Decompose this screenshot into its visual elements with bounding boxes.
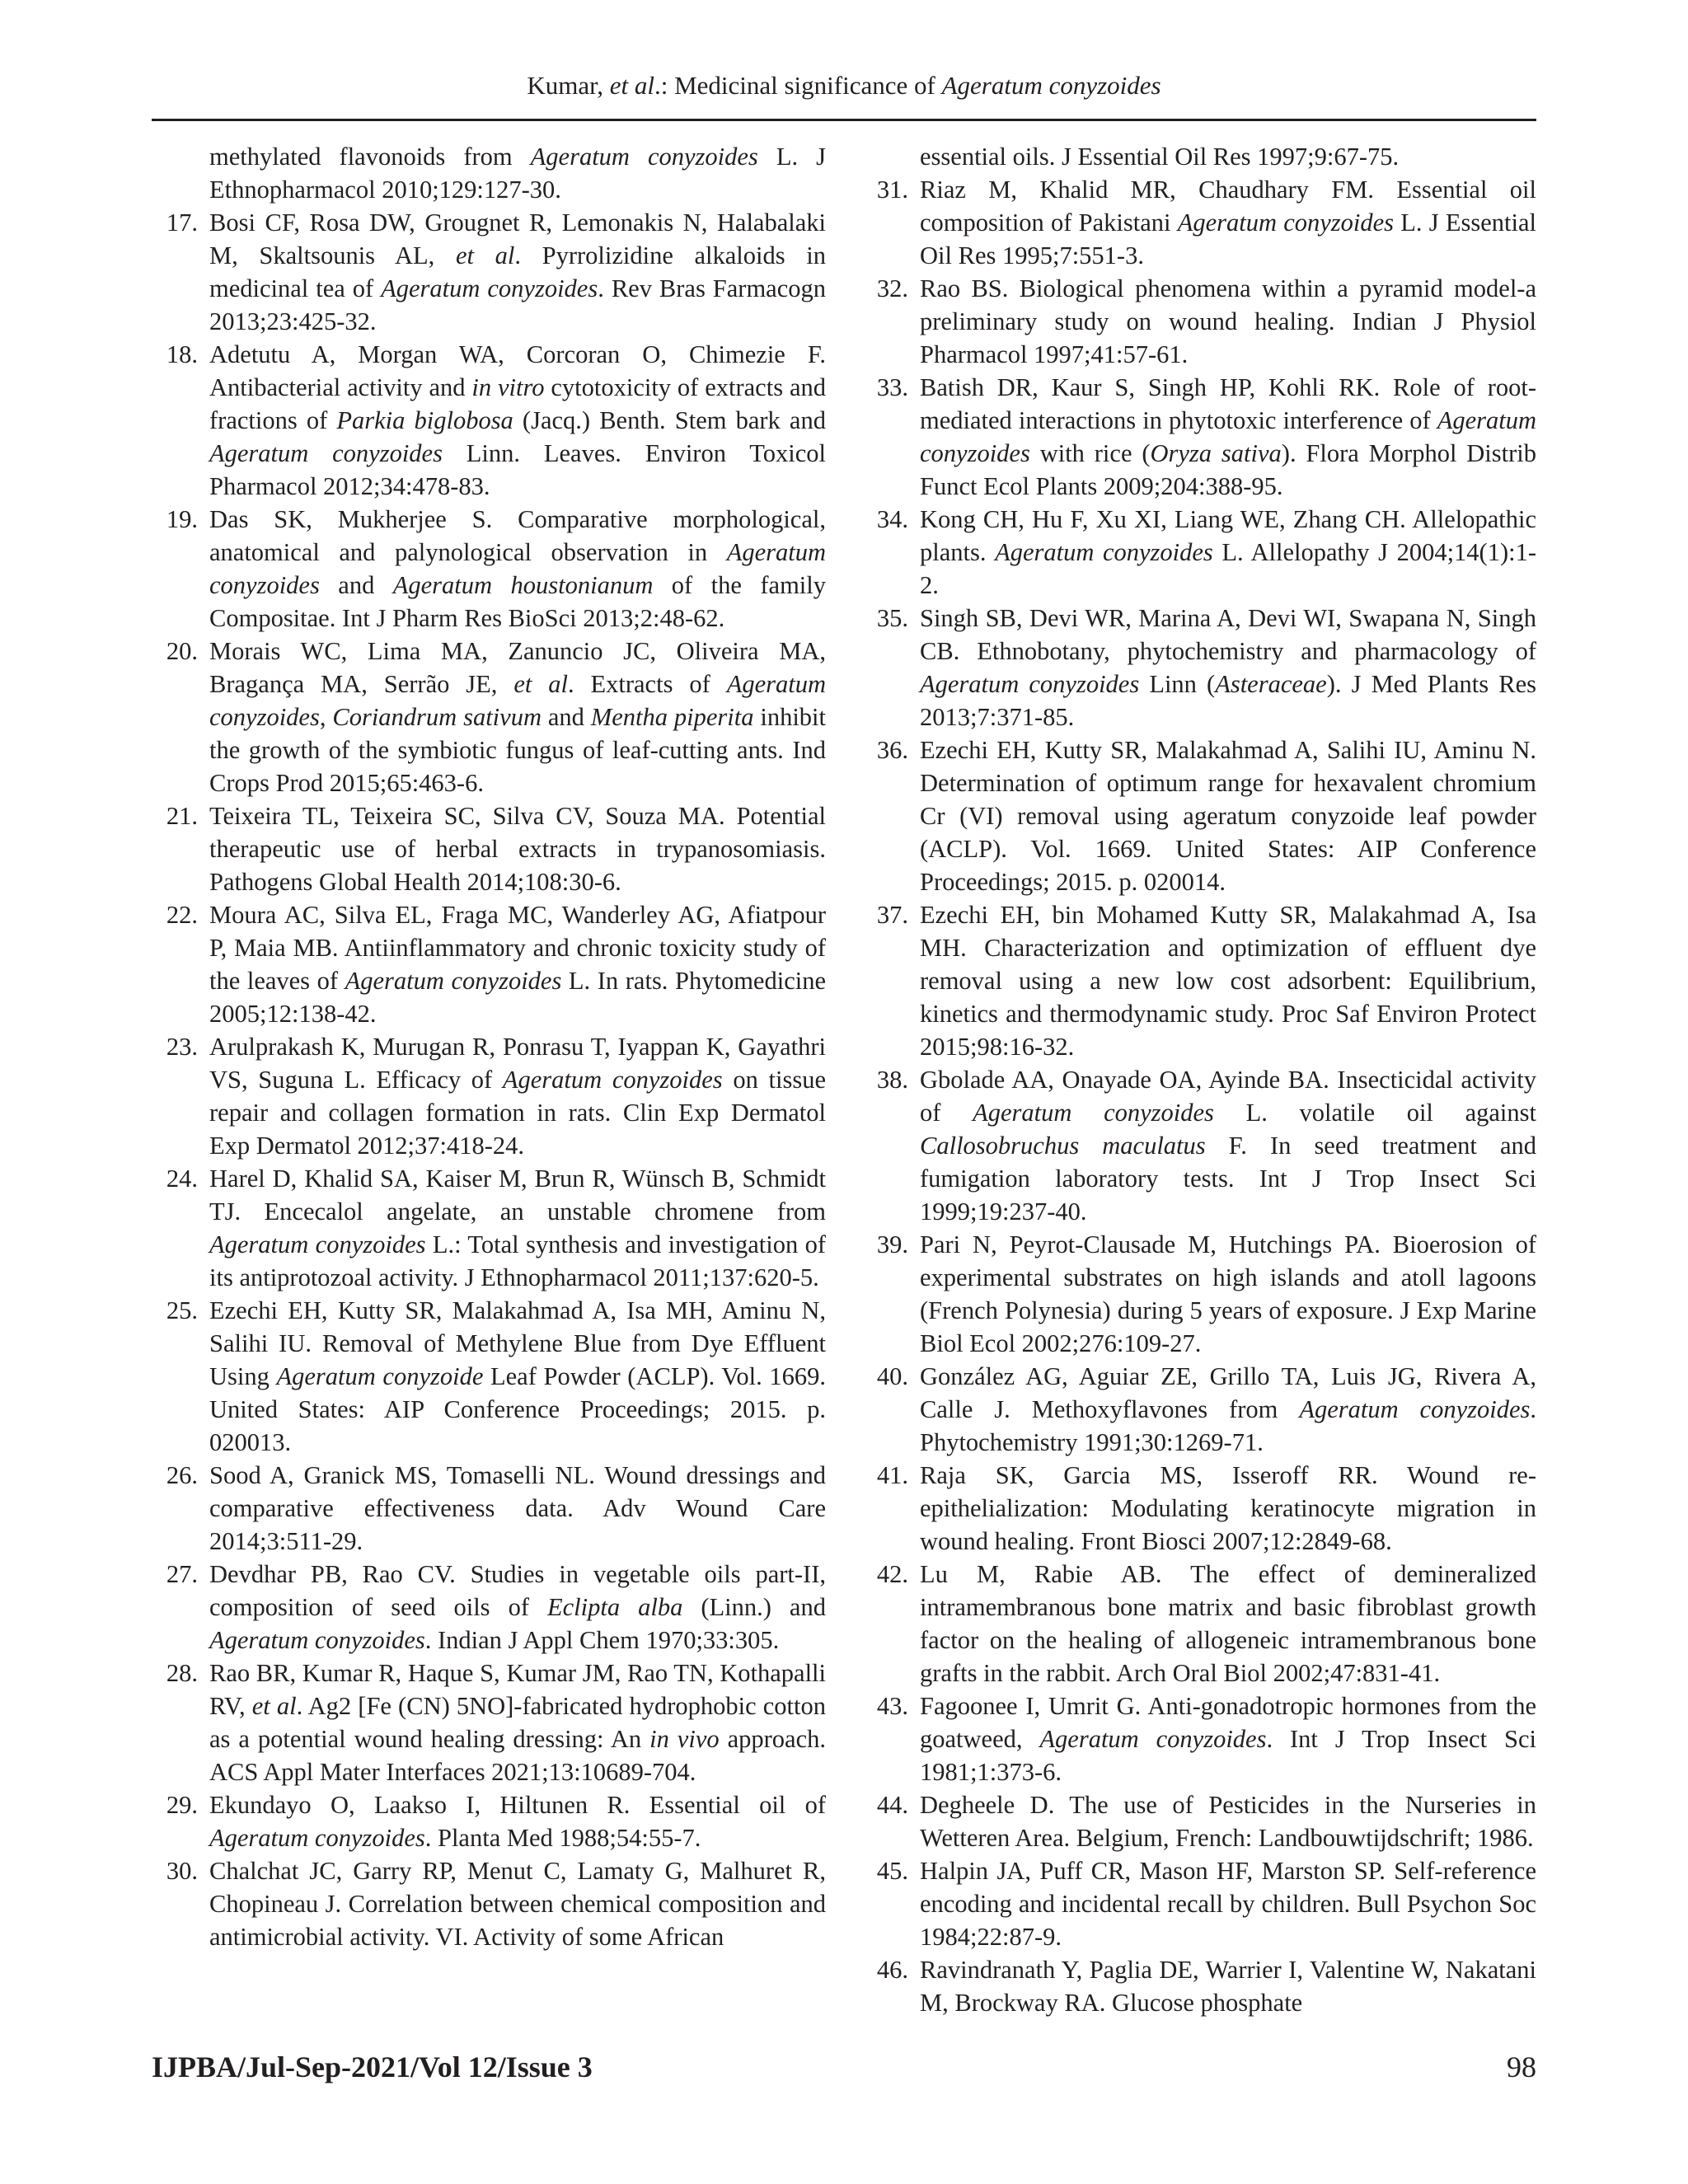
reference-entry <box>152 338 826 503</box>
reference-text <box>209 1558 826 1657</box>
reference-text <box>209 635 826 799</box>
reference-entry <box>152 1459 826 1558</box>
reference-entry <box>862 503 1536 602</box>
reference-text <box>920 733 1536 898</box>
reference-italic-text: Ageratum conyzoides <box>345 967 562 995</box>
reference-text-segment: . Ag2 [Fe (CN) 5NO]-fabricated hydrophobic cotton as a potential wound healing dressing: An <box>209 1692 826 1753</box>
reference-text-segment: of the family Compositae. Int J Pharm Res BioSci 2013;2:48-62. <box>209 571 826 632</box>
reference-text <box>209 1854 826 1953</box>
reference-text-segment: . Planta Med 1988;54:55-7. <box>424 1824 701 1852</box>
reference-number: 35. <box>876 604 908 632</box>
reference-italic-text: Ageratum conyzoides <box>381 274 598 302</box>
reference-text-segment: . Rev Bras Farmacogn 2013;23:425-32. <box>209 274 826 335</box>
reference-number: 30. <box>166 1857 198 1885</box>
reference-entry <box>152 1030 826 1162</box>
reference-text <box>920 173 1536 272</box>
reference-entry <box>862 1063 1536 1228</box>
reference-text-segment: Linn. Leaves. Environ Toxicol Pharmacol 2012;34:478-83. <box>209 439 826 500</box>
reference-text-segment: Singh SB, Devi WR, Marina A, Devi WI, Swapana N, Singh CB. Ethnobotany, phytochemistry and pharmacology of <box>920 604 1536 665</box>
reference-text-segment: L. J Ethnopharmacol 2010;129:127-30. <box>209 143 826 204</box>
reference-text-segment: . Pyrrolizidine alkaloids in medicinal tea of <box>209 241 826 302</box>
reference-number: 28. <box>166 1659 198 1687</box>
reference-italic-text: in vivo <box>649 1725 720 1753</box>
reference-italic-text: Ageratum conyzoides <box>920 670 1140 698</box>
reference-entry <box>862 898 1536 1063</box>
footer-journal: IJPBA/Jul-Sep-2021/Vol 12/Issue 3 <box>152 2050 593 2083</box>
reference-text-segment: Lu M, Rabie AB. The effect of demineralized intramembranous bone matrix and basic fibroblast growth factor on the healing of allogeneic intramembranous bone grafts in the rabbit. Arch Oral Biol 2002;47:831-41. <box>920 1560 1536 1687</box>
reference-number: 37. <box>876 901 908 929</box>
reference-italic-text: Ageratum conyzoides <box>995 538 1213 566</box>
reference-number: 39. <box>876 1230 908 1258</box>
reference-italic-text: Mentha piperita <box>590 703 754 731</box>
reference-italic-text: Ageratum conyzoides <box>209 538 826 599</box>
reference-entry <box>152 1788 826 1854</box>
reference-entry <box>862 371 1536 503</box>
reference-entry <box>862 1854 1536 1953</box>
running-head-species: Ageratum conyzoides <box>941 71 1161 100</box>
reference-italic-text: Eclipta alba <box>547 1593 683 1621</box>
reference-text-segment: Ezechi EH, Kutty SR, Malakahmad A, Isa MH, Aminu N, Salihi IU. Removal of Methylene Blue from Dye Effluent Using <box>209 1296 826 1390</box>
reference-italic-text: Ageratum conyzoides <box>209 670 826 731</box>
reference-text-segment: ). Flora Morphol Distrib Funct Ecol Plants 2009;204:388-95. <box>920 439 1536 500</box>
reference-text-segment: Teixeira TL, Teixeira SC, Silva CV, Souza MA. Potential therapeutic use of herbal extracts in trypanosomiasis. Pathogens Global Health 2014;108:30-6. <box>209 802 826 896</box>
reference-italic-text: Asteraceae <box>1215 670 1327 698</box>
reference-text <box>920 1854 1536 1953</box>
reference-entry <box>152 1558 826 1657</box>
reference-text-segment: Kong CH, Hu F, Xu XI, Liang WE, Zhang CH. Allelopathic plants. <box>920 505 1536 566</box>
reference-text <box>920 503 1536 602</box>
reference-entry <box>862 1953 1536 2019</box>
reference-text-segment: Halpin JA, Puff CR, Mason HF, Marston SP. Self-reference encoding and incidental recall by children. Bull Psychon Soc 1984;22:87-9. <box>920 1857 1536 1951</box>
reference-text-segment: with rice ( <box>1029 439 1151 467</box>
reference-number: 27. <box>166 1560 198 1588</box>
reference-text-segment: Arulprakash K, Murugan R, Ponrasu T, Iyappan K, Gayathri VS, Suguna L. Efficacy of <box>209 1033 826 1094</box>
reference-text-segment: Rao BS. Biological phenomena within a pyramid model-a preliminary study on wound healing. Indian J Physiol Pharmacol 1997;41:57-61. <box>920 274 1536 368</box>
reference-text-segment: Linn ( <box>1139 670 1216 698</box>
reference-text <box>920 1690 1536 1788</box>
reference-text-segment: L. Allelopathy J 2004;14(1):1-2. <box>920 538 1536 599</box>
reference-text <box>920 602 1536 733</box>
reference-text-segment: , <box>319 703 333 731</box>
reference-text <box>209 338 826 503</box>
reference-number: 23. <box>166 1033 198 1061</box>
reference-entry <box>152 1854 826 1953</box>
reference-number: 24. <box>166 1165 198 1193</box>
reference-text <box>209 503 826 635</box>
reference-text <box>209 1788 826 1854</box>
reference-text-segment: methylated flavonoids from <box>209 143 531 171</box>
reference-text-segment: cytotoxicity of extracts and fractions of <box>209 373 826 434</box>
reference-number: 40. <box>876 1362 908 1390</box>
reference-italic-text: Ageratum conyzoides <box>530 143 758 171</box>
reference-text-segment: ). J Med Plants Res 2013;7:371-85. <box>920 670 1536 731</box>
reference-text-segment: . Extracts of <box>567 670 727 698</box>
running-head-etal: et al <box>609 71 654 100</box>
reference-italic-text: et al <box>513 670 568 698</box>
reference-entry <box>862 733 1536 898</box>
reference-italic-text: Callosobruchus maculatus <box>920 1132 1206 1160</box>
reference-text-segment: F. In seed treatment and fumigation laboratory tests. Int J Trop Insect Sci 1999;19:237-40. <box>920 1132 1536 1226</box>
reference-italic-text: Ageratum houstonianum <box>392 571 654 599</box>
reference-text-segment: essential oils. J Essential Oil Res 1997;9:67-75. <box>920 143 1400 171</box>
reference-text-segment: Bosi CF, Rosa DW, Grougnet R, Lemonakis N, Halabalaki M, Skaltsounis AL, <box>209 209 826 269</box>
reference-text <box>209 140 826 206</box>
reference-entry <box>152 140 826 206</box>
reference-text-segment: L. volatile oil against <box>1213 1099 1536 1127</box>
reference-text <box>209 799 826 898</box>
reference-entry <box>152 206 826 338</box>
reference-text <box>920 898 1536 1063</box>
reference-text-segment: Chalchat JC, Garry RP, Menut C, Lamaty G, Malhuret R, Chopineau J. Correlation between chemical composition and antimicrobial activity. VI. Activity of some African <box>209 1857 826 1951</box>
reference-entry <box>862 602 1536 733</box>
running-head-authors: Kumar, <box>527 71 610 100</box>
reference-text-segment: . Indian J Appl Chem 1970;33:305. <box>424 1626 780 1654</box>
reference-entry <box>862 1788 1536 1854</box>
reference-text-segment: and <box>319 571 393 599</box>
reference-text-segment: on tissue repair and collagen formation in rats. Clin Exp Dermatol Exp Dermatol 2012;37:418-24. <box>209 1066 826 1160</box>
reference-number: 44. <box>876 1791 908 1819</box>
reference-italic-text: Ageratum conyzoides <box>1039 1725 1267 1753</box>
reference-text-segment: Sood A, Granick MS, Tomaselli NL. Wound dressings and comparative effectiveness data. Adv Wound Care 2014;3:511-29. <box>209 1461 826 1555</box>
reference-text <box>920 371 1536 503</box>
reference-text <box>209 898 826 1030</box>
reference-number: 22. <box>166 901 198 929</box>
reference-entry <box>862 1228 1536 1360</box>
reference-text-segment: L. J Essential Oil Res 1995;7:551-3. <box>920 209 1536 269</box>
reference-text-segment: Ezechi EH, Kutty SR, Malakahmad A, Salihi IU, Aminu N. Determination of optimum range for hexavalent chromium Cr (VI) removal using ageratum conyzoide leaf powder (ACLP). Vol. 1669. United States: AIP Conference Proceedings; 2015. p. 020014. <box>920 736 1536 896</box>
reference-number: 33. <box>876 373 908 401</box>
reference-entry <box>152 1657 826 1788</box>
reference-italic-text: et al <box>251 1692 297 1720</box>
reference-text-segment: inhibit the growth of the symbiotic fungus of leaf-cutting ants. Ind Crops Prod 2015;65:463-6. <box>209 703 827 797</box>
reference-entry <box>862 140 1536 173</box>
reference-number: 45. <box>876 1857 908 1885</box>
reference-text <box>209 1162 826 1294</box>
reference-italic-text: Ageratum conyzoides <box>973 1099 1214 1127</box>
reference-text <box>209 1459 826 1558</box>
reference-number: 20. <box>166 637 198 665</box>
reference-column-left <box>152 140 826 1953</box>
reference-text <box>920 1063 1536 1228</box>
running-head-title: .: Medicinal significance of <box>654 71 942 100</box>
reference-number: 42. <box>876 1560 908 1588</box>
reference-entry <box>152 635 826 799</box>
reference-text <box>209 1657 826 1788</box>
reference-number: 32. <box>876 274 908 302</box>
reference-text-segment: Devdhar PB, Rao CV. Studies in vegetable oils part-II, composition of seed oils of <box>209 1560 826 1621</box>
reference-text <box>920 272 1536 371</box>
reference-text-segment: Raja SK, Garcia MS, Isseroff RR. Wound re-epithelialization: Modulating keratinocyte migration in wound healing. Front Biosci 2007;12:2849-68. <box>920 1461 1536 1555</box>
reference-text-segment: Rao BR, Kumar R, Haque S, Kumar JM, Rao TN, Kothapalli RV, <box>209 1659 826 1720</box>
reference-entry <box>862 272 1536 371</box>
reference-italic-text: in vitro <box>471 373 545 401</box>
reference-entry <box>862 173 1536 272</box>
reference-number: 43. <box>876 1692 908 1720</box>
reference-text-segment: approach. ACS Appl Mater Interfaces 2021;13:10689-704. <box>209 1725 826 1786</box>
reference-text-segment: Fagoonee I, Umrit G. Anti-gonadotropic hormones from the goatweed, <box>920 1692 1536 1753</box>
reference-number: 31. <box>876 176 908 204</box>
reference-italic-text: Ageratum conyzoides <box>1299 1395 1531 1423</box>
reference-number: 34. <box>876 505 908 533</box>
reference-number: 38. <box>876 1066 908 1094</box>
reference-text-segment: . Int J Trop Insect Sci 1981;1:373-6. <box>920 1725 1536 1786</box>
reference-text-segment: Moura AC, Silva EL, Fraga MC, Wanderley AG, Afiatpour P, Maia MB. Antiinflammatory and chronic toxicity study of the leaves of <box>209 901 826 995</box>
header-rule <box>152 119 1536 121</box>
reference-italic-text: Ageratum conyzoides <box>209 1626 425 1654</box>
reference-entry <box>152 799 826 898</box>
reference-text <box>209 206 826 338</box>
reference-text <box>920 1558 1536 1690</box>
reference-entry <box>862 1690 1536 1788</box>
reference-text-segment: Riaz M, Khalid MR, Chaudhary FM. Essential oil composition of Pakistani <box>920 176 1536 237</box>
reference-italic-text: Ageratum conyzoides <box>920 406 1536 467</box>
reference-text-segment: Leaf Powder (ACLP). Vol. 1669. United States: AIP Conference Proceedings; 2015. p. 020013. <box>209 1362 826 1456</box>
reference-entry <box>862 1459 1536 1558</box>
reference-italic-text: Coriandrum sativum <box>332 703 542 731</box>
reference-text-segment: L.: Total synthesis and investigation of its antiprotozoal activity. J Ethnopharmacol 2011;137:620-5. <box>209 1230 827 1291</box>
reference-italic-text: Ageratum conyzoides <box>209 1824 425 1852</box>
reference-italic-text: Oryza sativa <box>1150 439 1282 467</box>
reference-italic-text: Ageratum conyzoides <box>209 1230 426 1258</box>
reference-text <box>920 1459 1536 1558</box>
reference-italic-text: Ageratum conyzoides <box>502 1066 723 1094</box>
reference-text <box>920 1953 1536 2019</box>
reference-number: 41. <box>876 1461 908 1489</box>
reference-text-segment: and <box>541 703 591 731</box>
reference-text-segment: Degheele D. The use of Pesticides in the Nurseries in Wetteren Area. Belgium, French: Landbouwtijdschrift; 1986. <box>920 1791 1536 1852</box>
reference-italic-text: et al <box>455 241 515 269</box>
reference-entry <box>152 503 826 635</box>
reference-number: 26. <box>166 1461 198 1489</box>
reference-entry <box>152 1162 826 1294</box>
running-head <box>152 69 1536 102</box>
reference-text-segment: Batish DR, Kaur S, Singh HP, Kohli RK. Role of root-mediated interactions in phytotoxic interference of <box>920 373 1536 434</box>
reference-text-segment: Morais WC, Lima MA, Zanuncio JC, Oliveira MA, Bragança MA, Serrão JE, <box>209 637 826 698</box>
reference-text-segment: Ekundayo O, Laakso I, Hiltunen R. Essential oil of <box>209 1791 826 1819</box>
reference-text-segment: González AG, Aguiar ZE, Grillo TA, Luis JG, Rivera A, Calle J. Methoxyflavones from <box>920 1362 1536 1423</box>
reference-number: 46. <box>876 1956 908 1984</box>
reference-number: 25. <box>166 1296 198 1324</box>
footer-page-number: 98 <box>1507 2050 1536 2083</box>
reference-number: 21. <box>166 802 198 830</box>
reference-text-segment: Gbolade AA, Onayade OA, Ayinde BA. Insecticidal activity of <box>920 1066 1536 1127</box>
reference-number: 18. <box>166 340 198 368</box>
reference-text-segment: Adetutu A, Morgan WA, Corcoran O, Chimezie F. Antibacterial activity and <box>209 340 826 401</box>
reference-entry <box>862 1558 1536 1690</box>
reference-text-segment: Ezechi EH, bin Mohamed Kutty SR, Malakahmad A, Isa MH. Characterization and optimization of effluent dye removal using a new low cost adsorbent: Equilibrium, kinetics and thermodynamic study. Proc Saf Environ Protect 2015;98:16-32. <box>920 901 1536 1061</box>
reference-italic-text: Ageratum conyzoides <box>1177 209 1395 237</box>
reference-text <box>920 140 1536 173</box>
reference-entry <box>152 1294 826 1459</box>
reference-number: 17. <box>166 209 198 237</box>
reference-text-segment: L. In rats. Phytomedicine 2005;12:138-42. <box>209 967 826 1028</box>
reference-italic-text: Ageratum conyzoide <box>276 1362 484 1390</box>
reference-text <box>920 1788 1536 1854</box>
reference-column-right <box>862 140 1536 2019</box>
reference-number: 19. <box>166 505 198 533</box>
reference-text-segment: Pari N, Peyrot-Clausade M, Hutchings PA. Bioerosion of experimental substrates on high islands and atoll lagoons (French Polynesia) during 5 years of exposure. J Exp Marine Biol Ecol 2002;276:109-27. <box>920 1230 1536 1357</box>
reference-italic-text: Parkia biglobosa <box>336 406 513 434</box>
reference-entry <box>862 1360 1536 1459</box>
reference-number: 36. <box>876 736 908 764</box>
reference-text-segment: . Phytochemistry 1991;30:1269-71. <box>920 1395 1536 1456</box>
reference-text-segment: Das SK, Mukherjee S. Comparative morphological, anatomical and palynological observation in <box>209 505 826 566</box>
reference-text <box>920 1228 1536 1360</box>
reference-text <box>209 1294 826 1459</box>
reference-text-segment: (Jacq.) Benth. Stem bark and <box>513 406 826 434</box>
reference-entry <box>152 898 826 1030</box>
reference-text-segment: Harel D, Khalid SA, Kaiser M, Brun R, Wünsch B, Schmidt TJ. Encecalol angelate, an unstable chromene from <box>209 1165 826 1226</box>
reference-italic-text: Ageratum conyzoides <box>209 439 443 467</box>
reference-text-segment: (Linn.) and <box>682 1593 826 1621</box>
reference-text-segment: Ravindranath Y, Paglia DE, Warrier I, Valentine W, Nakatani M, Brockway RA. Glucose phosphate <box>920 1956 1536 2017</box>
reference-text <box>209 1030 826 1162</box>
reference-text <box>920 1360 1536 1459</box>
reference-number: 29. <box>166 1791 198 1819</box>
